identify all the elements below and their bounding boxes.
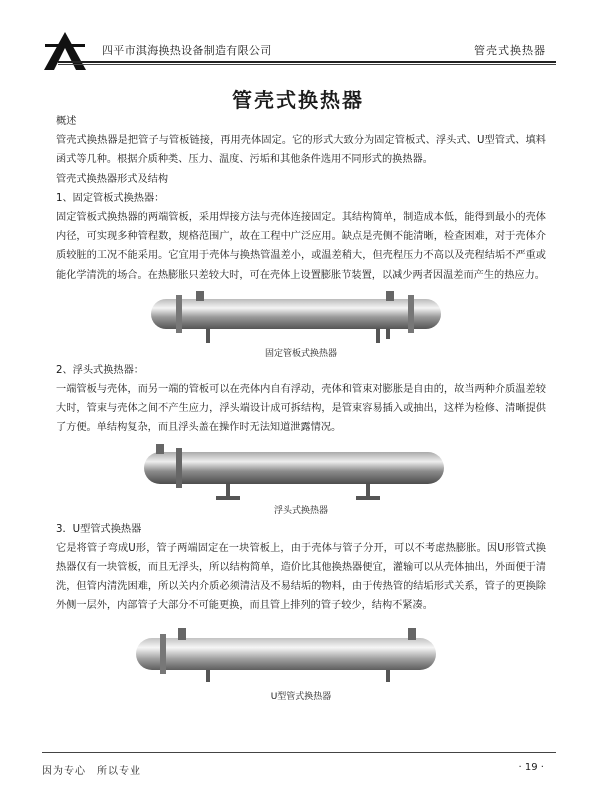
- caption-u-tube: U型管式换热器: [270, 691, 332, 702]
- page-number: · 19 ·: [518, 762, 544, 773]
- section-1-text: 固定管板式换热器的两端管板，采用焊接方法与壳体连接固定。其结构简单，制造成本低，能得到最小的壳体内径，可实现多种管程数，规格范围广，故在工程中广泛应用。缺点是壳侧不能清晰，检查困难，对于壳体介质较脏的工况不能采用。它宜用于壳体与换热管温差小，或温差稍大，但壳程压力不高以及壳程结垢不严重或能化学清洗的场合。在热膨胀只差较大时，可在壳体上设置膨胀节装置，以减少两者因温差而产生的热应力。: [56, 212, 546, 281]
- header-rule-thin: [58, 64, 556, 65]
- page-header: [42, 30, 556, 64]
- section-title: 管壳式换热器: [474, 44, 546, 57]
- fixed-tubesheet-exchanger-image: [56, 285, 546, 347]
- footer-slogan: 因为专心 所以专业: [42, 766, 141, 777]
- intro-heading: 概述: [56, 116, 77, 127]
- figure-fixed-tubesheet: [56, 285, 546, 361]
- section-1-heading: 1、固定管板式换热器：: [56, 192, 165, 204]
- page-content: [56, 112, 546, 706]
- section-3-heading: 3．U型管式换热器: [56, 523, 142, 535]
- floating-head-exchanger-image: [56, 438, 546, 504]
- figure-u-tube: [56, 616, 546, 706]
- u-tube-exchanger-image: [56, 616, 546, 688]
- intro-text: 管壳式换热器是把管子与管板链接，再用壳体固定。它的形式大致分为固定管板式、浮头式、U型管式、填料函式等几种。根据介质种类、压力、温度、污垢和其他条件选用不同形式的换热器。: [56, 135, 546, 166]
- caption-floating-head: 浮头式换热器: [273, 505, 328, 516]
- section-2-text: 一端管板与壳体，而另一端的管板可以在壳体内自有浮动，壳体和管束对膨胀是自由的，故当两种介质温差较大时，管束与壳体之间不产生应力，浮头端设计成可拆结构，是管束容易插入或抽出，这样为检修、清晰提供了方便。单结构复杂，而且浮头盖在操作时无法知道泄露情况。: [56, 384, 546, 434]
- page-title: 管壳式换热器: [232, 88, 364, 112]
- footer-rule: [42, 752, 556, 753]
- figure-floating-head: [56, 438, 546, 520]
- section-3-text: 它是将管子弯成U形，管子两端固定在一块管板上，由于壳体与管子分开，可以不考虑热膨胀。因U形管式换热器仅有一块管板，而且无浮头，所以结构简单，造价比其他换热器便宜，灌输可以从壳体抽出，外面便于清洗，但管内清洗困难，所以关内介质必须清洁及不易结垢的物料，由于传热管的结垢形式关系，管子的更换除外侧一层外，内部管子大部分不可能更换，而且管上排列的管子较少，结构不紧凑。: [56, 542, 546, 612]
- forms-heading: 管壳式换热器形式及结构: [56, 173, 169, 185]
- company-logo-icon: [42, 30, 88, 72]
- caption-fixed-tubesheet: 固定管板式换热器: [264, 348, 337, 359]
- section-2-heading: 2、浮头式换热器：: [56, 364, 144, 376]
- company-name: 四平市淇海换热设备制造有限公司: [102, 44, 272, 57]
- header-rule: [58, 61, 556, 63]
